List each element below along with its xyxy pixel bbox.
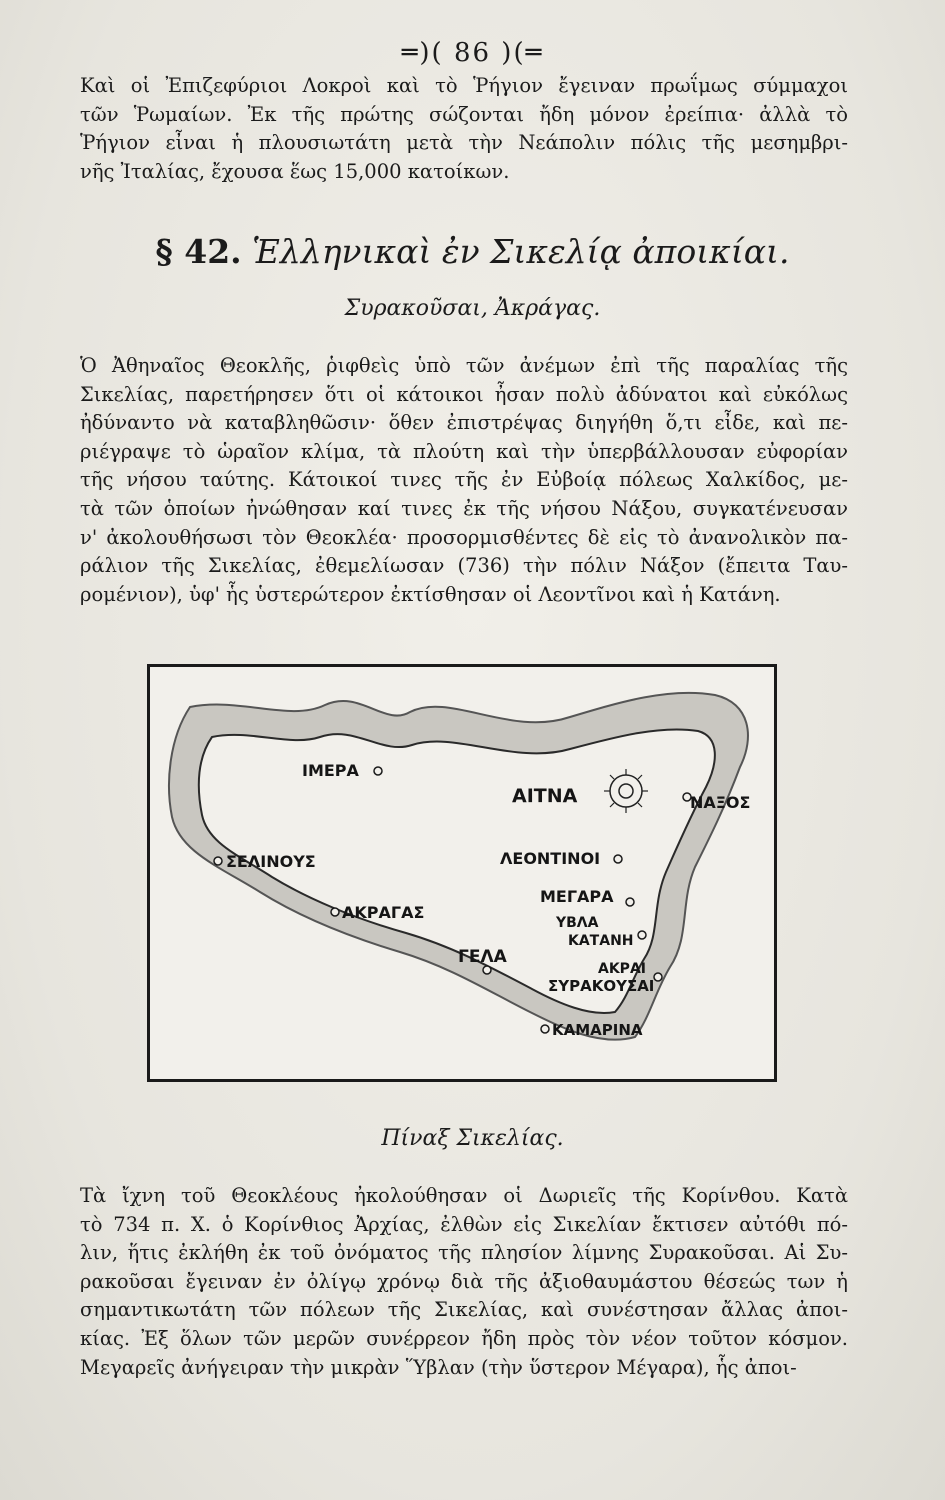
text-line: Τὰ ἴχνη τοῦ Θεοκλέους ἠκολούθησαν οἱ Δωριεῖς τῆς Κορίνθου. Κατὰ — [80, 1184, 848, 1207]
map-label-syrakousai: ΣΥΡΑΚΟΥΣΑΙ — [548, 977, 655, 995]
city-marker — [374, 767, 382, 775]
text-line: τῶν Ῥωμαίων. Ἐκ τῆς πρώτης σώζονται ἤδη μόνον ἐρείπια· ἀλλὰ τὸ — [80, 102, 848, 126]
city-marker — [614, 855, 622, 863]
map-label-akragas: ΑΚΡΑΓΑΣ — [342, 903, 425, 922]
text-line: τὸ 734 π. Χ. ὁ Κορίνθιος Ἀρχίας, ἐλθὼν εἰς Σικελίαν ἔκτισεν αὐτόθι πό- — [80, 1212, 848, 1236]
map-label-naxos: ΝΑΞΟΣ — [690, 793, 751, 812]
map-label-imera: ΙΜΕΡΑ — [302, 761, 359, 780]
paragraph-locri-rhegium — [80, 72, 848, 186]
text-line: ἠδύναντο νὰ καταβληθῶσιν· ὅθεν ἐπιστρέψας διηγήθη ὅ,τι εἶδε, καὶ πε- — [80, 411, 848, 435]
section-number: § 42. — [155, 232, 242, 271]
map-label-selinous: ΣΕΛΙΝΟΥΣ — [226, 852, 316, 871]
map-label-kamarina: ΚΑΜΑΡΙΝΑ — [552, 1021, 643, 1039]
sicily-map — [147, 664, 777, 1082]
text-line: ριέγραψε τὸ ὡραῖον κλίμα, τὰ πλούτη καὶ τὴν ὑπερβάλλουσαν εὐφορίαν — [80, 439, 848, 463]
map-label-leontinoi: ΛΕΟΝΤΙΝΟΙ — [500, 849, 601, 868]
city-marker — [483, 966, 491, 974]
section-title: Ἑλληνικαὶ ἐν Σικελίᾳ ἀποικίαι. — [252, 232, 790, 271]
city-marker — [654, 973, 662, 981]
text-line: τὰ τῶν ὁποίων ἠνώθησαν καί τινες ἐκ τῆς νήσου Νάξου, συγκατένευσαν — [80, 496, 848, 520]
map-label-gela: ΓΕΛΑ — [458, 947, 507, 967]
text-line: ν' ἀκολουθήσωσι τὸν Θεοκλέα· προσορμισθέντες δὲ εἰς τὸ ἀνανολικὸν πα- — [80, 525, 848, 549]
map-caption: Πίναξ Σικελίας. — [381, 1126, 564, 1151]
text-line: τῆς νήσου ταύτης. Κάτοικοί τινες τῆς ἐν Εὐβοίᾳ πόλεως Χαλκίδος, με- — [80, 468, 848, 492]
section-subheading: Συρακοῦσαι, Ἀκράγας. — [344, 296, 601, 321]
text-line: Καὶ οἱ Ἐπιζεφύριοι Λοκροὶ καὶ τὸ Ῥήγιον ἔγειναν πρωΐμως σύμμαχοι — [80, 74, 848, 97]
text-line: σημαντικωτάτη τῶν πόλεων τῆς Σικελίας, καὶ συνέστησαν ἄλλας ἀποι- — [80, 1298, 848, 1322]
city-marker — [541, 1025, 549, 1033]
map-label-aitna: ΑΙΤΝΑ — [512, 785, 578, 807]
map-label-katani: ΚΑΤΑΝΗ — [568, 933, 634, 949]
text-line: Ὁ Ἀθηναῖος Θεοκλῆς, ῥιφθεὶς ὑπὸ τῶν ἀνέμων ἐπὶ τῆς παραλίας τῆς — [80, 354, 848, 377]
text-line: ρακοῦσαι ἔγειναν ἐν ὀλίγῳ χρόνῳ διὰ τῆς ἀξιοθαυμάστου θέσεώς των ἡ — [80, 1269, 848, 1293]
map-label-akrai: ΑΚΡΑΙ — [598, 961, 646, 977]
text-line: Σικελίας, παρετήρησεν ὅτι οἱ κάτοικοι ἦσαν πολὺ ἀδύνατοι καὶ εὐκόλως — [80, 382, 848, 406]
paragraph-corinthians — [80, 1182, 848, 1382]
map-label-ybla: ΥΒΛΑ — [556, 915, 599, 931]
city-marker — [331, 908, 339, 916]
section-heading — [0, 232, 945, 271]
paragraph-theocles — [80, 352, 848, 609]
page-header: ═)( 86 )(═ — [401, 38, 544, 68]
text-line: κίας. Ἐξ ὅλων τῶν μερῶν συνέρρεον ἤδη πρὸς τὸν νέον τοῦτον κόσμον. — [80, 1326, 848, 1350]
text-line: ράλιον τῆς Σικελίας, ἐθεμελίωσαν (736) τὴν πόλιν Νάξον (ἔπειτα Ταυ- — [80, 554, 848, 578]
text-line: ρομένιον), ὑφ' ἧς ὑστερώτερον ἐκτίσθησαν οἱ Λεοντῖνοι καὶ ἡ Κατάνη. — [80, 582, 781, 606]
city-marker — [214, 857, 222, 865]
text-line: λιν, ἥτις ἐκλήθη ἐκ τοῦ ὀνόματος τῆς πλησίον λίμνης Συρακοῦσαι. Αἱ Συ- — [80, 1241, 848, 1265]
sicily-map-drawing — [150, 667, 774, 1079]
map-label-megara: ΜΕΓΑΡΑ — [540, 887, 614, 906]
city-marker — [638, 931, 646, 939]
text-line: Μεγαρεῖς ἀνήγειραν τὴν μικρὰν Ὕβλαν (τὴν ὕστερον Μέγαρα), ἧς ἀποι- — [80, 1355, 797, 1379]
text-line: νῆς Ἰταλίας, ἔχουσα ἕως 15,000 κατοίκων. — [80, 159, 510, 183]
text-line: Ῥήγιον εἶναι ἡ πλουσιωτάτη μετὰ τὴν Νεάπολιν πόλις τῆς μεσημβρι- — [80, 131, 848, 155]
city-marker — [626, 898, 634, 906]
